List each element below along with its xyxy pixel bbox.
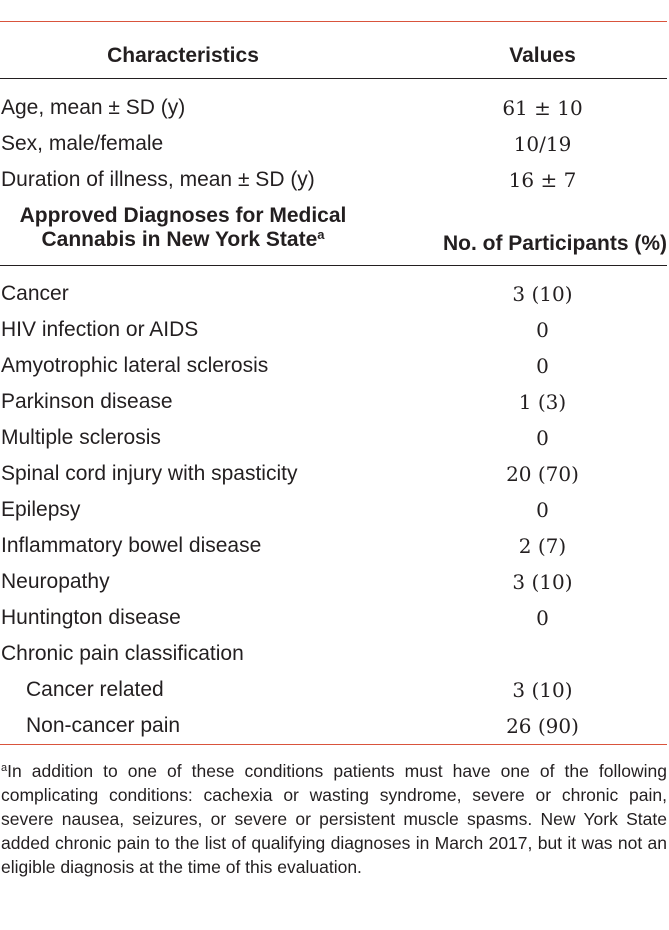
- row-value: 0: [536, 426, 549, 450]
- table-row: [0, 600, 667, 636]
- table-row: [0, 312, 667, 348]
- row-value: 26 (90): [506, 714, 579, 738]
- table-row: [0, 672, 667, 708]
- table-row: [0, 162, 667, 198]
- table-row: [0, 348, 667, 384]
- table-row: [0, 492, 667, 528]
- row-value: 16 ± 7: [508, 168, 577, 192]
- table-row: [0, 90, 667, 126]
- table-bottom-rule: [0, 744, 667, 745]
- row-label: Sex, male/female: [1, 132, 164, 155]
- row-label: Amyotrophic lateral sclerosis: [1, 354, 269, 377]
- diagnoses-header-line-1: Approved Diagnoses for Medical: [19, 204, 347, 227]
- diagnoses-header-line-2-text: Cannabis in New York State: [41, 228, 318, 251]
- row-value: 61 ± 10: [502, 96, 583, 120]
- row-label: Cancer related: [26, 678, 164, 701]
- row-value: 3 (10): [512, 570, 573, 594]
- table-row: [0, 276, 667, 312]
- values-column-header: Values: [509, 44, 576, 67]
- table-top-rule: [0, 21, 667, 22]
- table-row: [0, 708, 667, 744]
- table-footnote: [1, 759, 667, 879]
- row-label: Multiple sclerosis: [1, 426, 161, 449]
- row-value: 0: [536, 606, 549, 630]
- table-row: [0, 528, 667, 564]
- footnote-marker: a: [317, 227, 325, 242]
- row-label: Epilepsy: [1, 498, 81, 521]
- table-row: [0, 636, 667, 672]
- diagnoses-header-rule: [0, 265, 667, 266]
- row-value: 3 (10): [512, 282, 573, 306]
- table-row: [0, 456, 667, 492]
- table-row: [0, 420, 667, 456]
- footnote-marker: a: [1, 762, 8, 774]
- row-label: Neuropathy: [1, 570, 110, 593]
- row-value: 20 (70): [506, 462, 579, 486]
- row-value: 0: [536, 354, 549, 378]
- table-row: [0, 384, 667, 420]
- row-label: Inflammatory bowel disease: [1, 534, 262, 557]
- footnote-text: In addition to one of these conditions patients must have one of the following complicating conditions: cachexia or wasting syndrome, severe or chronic pain, severe nausea, seizures, or severe or persistent muscle spasms. New York State added chronic pain to the list of qualifying diagnoses in March 2017, but it was not an eligible diagnosis at the time of this evaluation.: [1, 761, 667, 877]
- row-value: 10/19: [513, 132, 572, 156]
- row-value: 0: [536, 498, 549, 522]
- table-row: [0, 126, 667, 162]
- diagnoses-column-header: [0, 204, 366, 252]
- row-label: Spinal cord injury with spasticity: [1, 462, 298, 485]
- row-label: Duration of illness, mean ± SD (y): [1, 168, 315, 191]
- row-label: Age, mean ± SD (y): [1, 96, 186, 119]
- row-label: Parkinson disease: [1, 390, 173, 413]
- header-rule: [0, 78, 667, 79]
- characteristics-column-header: Characteristics: [107, 44, 259, 67]
- row-value: 0: [536, 318, 549, 342]
- diagnoses-header-line-2: [0, 228, 366, 252]
- participants-column-header: No. of Participants (%): [442, 232, 667, 255]
- row-label: Cancer: [1, 282, 69, 305]
- row-label: Chronic pain classification: [1, 642, 244, 665]
- row-value: 2 (7): [518, 534, 567, 558]
- row-label: HIV infection or AIDS: [1, 318, 199, 341]
- row-value: 3 (10): [512, 678, 573, 702]
- row-value: 1 (3): [518, 390, 567, 414]
- row-label: Huntington disease: [1, 606, 181, 629]
- table-row: [0, 564, 667, 600]
- row-label: Non-cancer pain: [26, 714, 181, 737]
